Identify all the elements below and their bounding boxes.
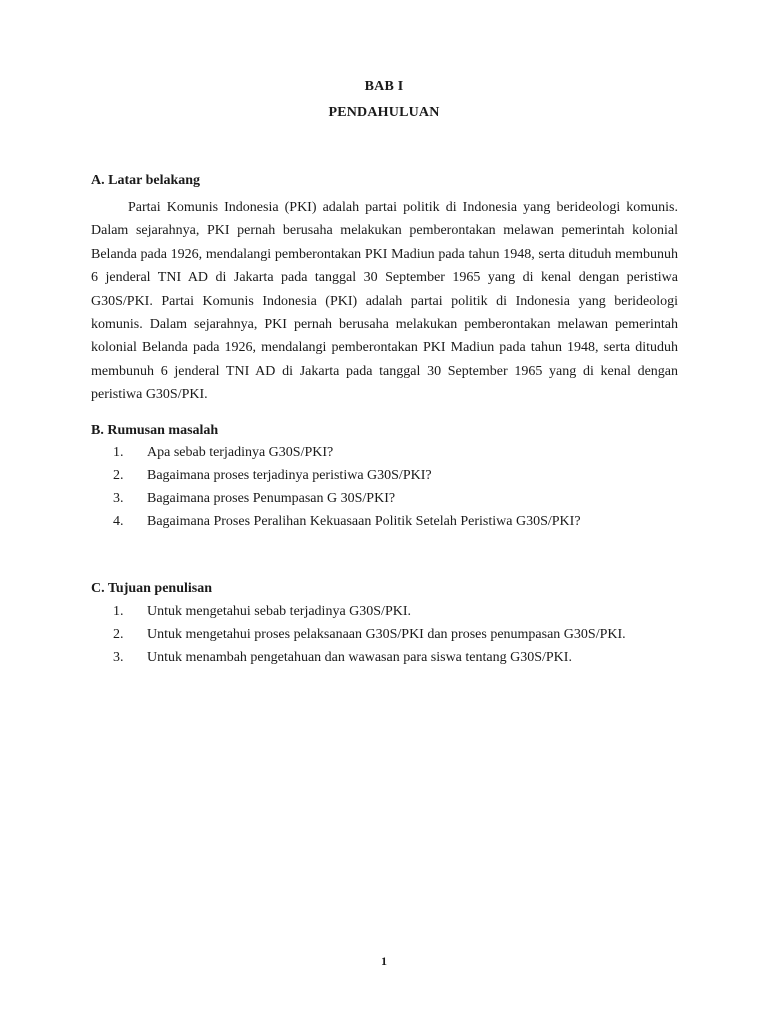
list-item-text: Apa sebab terjadinya G30S/PKI? xyxy=(147,445,334,460)
list-item-number: 4. xyxy=(113,514,124,529)
list-item-number: 2. xyxy=(113,627,124,642)
section-heading-latar-belakang: A. Latar belakang xyxy=(91,173,201,188)
chapter-number: BAB I xyxy=(364,79,404,94)
background-paragraph: Partai Komunis Indonesia (PKI) adalah partai politik di Indonesia yang berideologi komunis. Dalam sejarahnya, PKI pernah berusaha melakukan pemberontakan melawan pemerintah kolonial Belanda pada 1926, mendalangi pemberontakan PKI Madiun pada tahun 1948, serta dituduh membunuh 6 jenderal TNI AD di Jakarta pada tanggal 30 September 1965 yang di kenal dengan peristiwa G30S/PKI. Partai Komunis Indonesia (PKI) adalah partai politik di Indonesia yang berideologi komunis. Dalam sejarahnya, PKI pernah berusaha melakukan pemberontakan melawan pemerintah kolonial Belanda pada 1926, mendalangi pemberontakan PKI Madiun pada tahun 1948, serta dituduh membunuh 6 jenderal TNI AD di Jakarta pada tanggal 30 September 1965 yang di kenal dengan peristiwa G30S/PKI. xyxy=(91,200,678,403)
list-item-number: 2. xyxy=(113,468,124,483)
chapter-title: PENDAHULUAN xyxy=(328,105,440,120)
list-item-number: 1. xyxy=(113,445,124,460)
list-item-text: Bagaimana proses Penumpasan G 30S/PKI? xyxy=(147,491,396,506)
list-item-text: Bagaimana Proses Peralihan Kekuasaan Politik Setelah Peristiwa G30S/PKI? xyxy=(147,514,581,529)
list-item-number: 1. xyxy=(113,604,124,619)
list-item-text: Untuk mengetahui proses pelaksanaan G30S/PKI dan proses penumpasan G30S/PKI. xyxy=(147,627,626,642)
list-item-text: Untuk menambah pengetahuan dan wawasan para siswa tentang G30S/PKI. xyxy=(147,650,572,665)
list-item-text: Bagaimana proses terjadinya peristiwa G30S/PKI? xyxy=(147,468,432,483)
page-number: 1 xyxy=(381,954,387,968)
list-item-text: Untuk mengetahui sebab terjadinya G30S/PKI. xyxy=(147,604,412,619)
section-heading-tujuan-penulisan: C. Tujuan penulisan xyxy=(91,581,213,596)
section-heading-rumusan-masalah: B. Rumusan masalah xyxy=(91,423,219,438)
list-item-number: 3. xyxy=(113,650,124,665)
list-item-number: 3. xyxy=(113,491,124,506)
